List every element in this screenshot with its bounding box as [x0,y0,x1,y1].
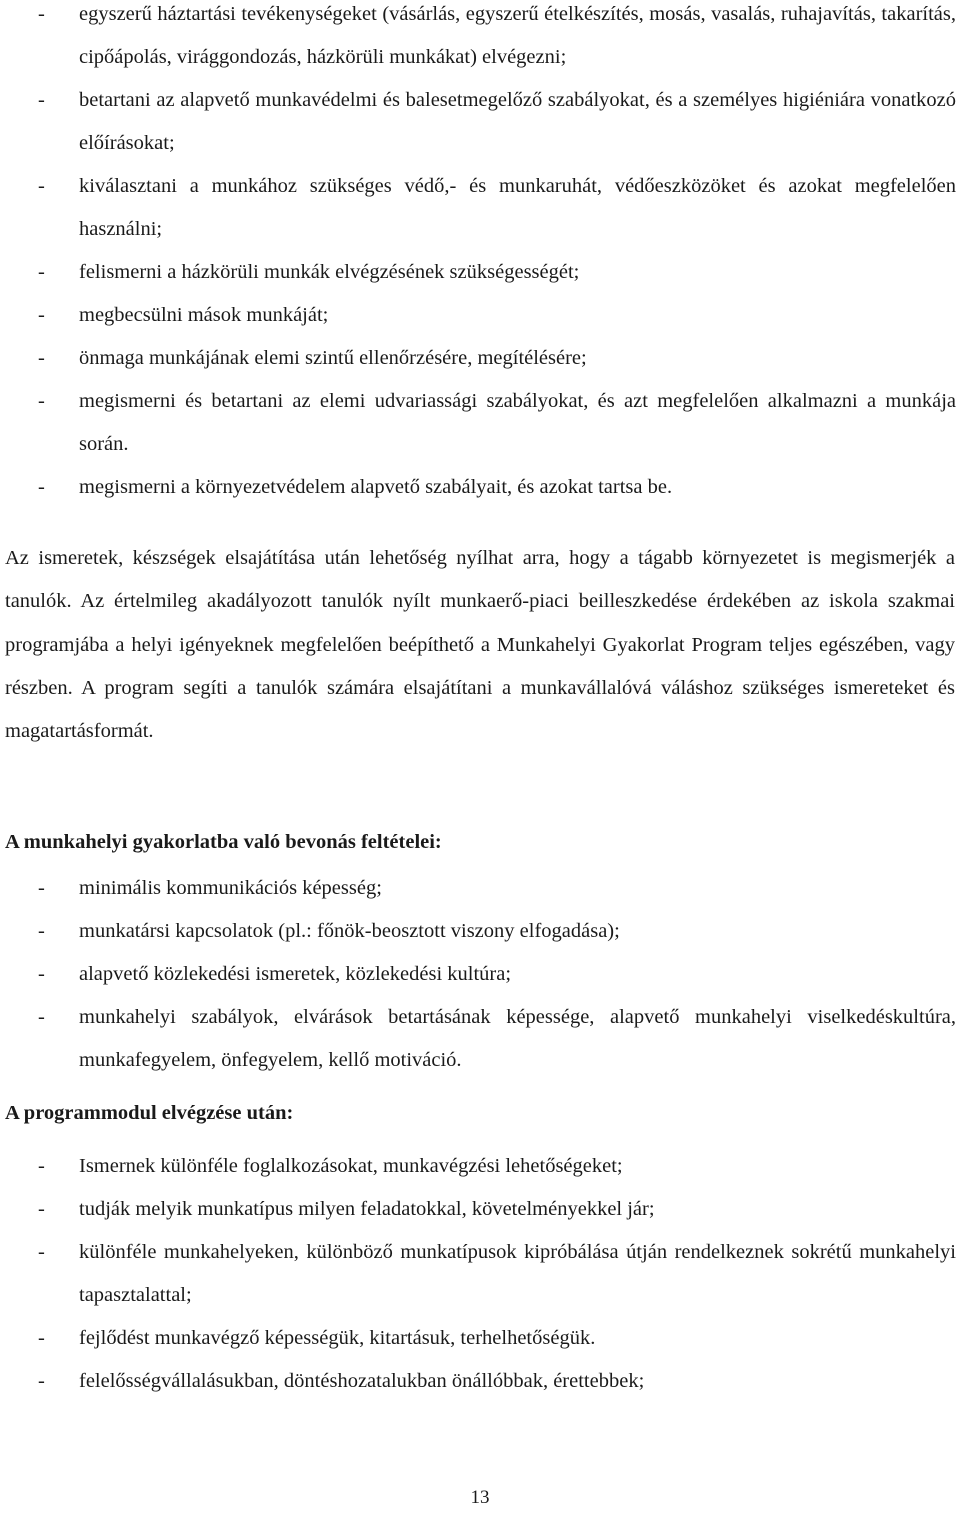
list-item [0,337,960,380]
section-heading-conditions: A munkahelyi gyakorlatba való bevonás feltételei: [5,831,442,853]
list-item [0,466,960,509]
list-item [0,1231,960,1317]
list-item [0,1188,960,1231]
list-dash: - [38,89,45,111]
list-item [0,294,960,337]
list-dash: - [38,1327,45,1349]
list-item [0,0,960,79]
list-item-text: munkahelyi szabályok, elvárások betartásának képessége, alapvető munkahelyi viselkedéskultúra, munkafegyelem, önfegyelem, kellő motiváció. [79,1006,956,1071]
list-item-text: betartani az alapvető munkavédelmi és balesetmegelőző szabályokat, és a személyes higiéniára vonatkozó előírásokat; [79,89,956,154]
list-item [0,953,960,996]
list-item-text: alapvető közlekedési ismeretek, közlekedési kultúra; [79,963,512,985]
body-paragraph: Az ismeretek, készségek elsajátítása után lehetőség nyílhat arra, hogy a tágabb környezetet is megismerjék a tanulók. Az értelmileg akadályozott tanulók nyílt munkaerő-piaci beilleszkedése érdekében az iskola szakmai programjába a helyi igényeknek megfelelően beépíthető a Munkahelyi Gyakorlat Program teljes egészében, vagy részben. A program segíti a tanulók számára elsajátítani a munkavállalóvá váláshoz szükséges ismereteket és magatartásformát. [5,547,955,743]
list-item-text: felelősségvállalásukban, döntéshozatalukban önállóbbak, érettebbek; [79,1370,645,1392]
skills-list [0,0,960,509]
list-item [0,1317,960,1360]
section-heading-outcomes: A programmodul elvégzése után: [5,1102,294,1124]
page-number: 13 [470,1487,490,1508]
list-item [0,867,960,910]
list-dash: - [38,877,45,899]
list-item-text: munkatársi kapcsolatok (pl.: főnök-beosztott viszony elfogadása); [79,920,620,942]
list-dash: - [38,3,45,25]
list-dash: - [38,1155,45,1177]
list-item-text: felismerni a házkörüli munkák elvégzésének szükségességét; [79,261,580,283]
list-item-text: megismerni és betartani az elemi udvariassági szabályokat, és azt megfelelően alkalmazni a munkája során. [79,390,956,455]
list-dash: - [38,347,45,369]
list-dash: - [38,476,45,498]
list-item [0,380,960,466]
list-item-text: különféle munkahelyeken, különböző munkatípusok kipróbálása útján rendelkeznek sokrétű munkahelyi tapasztalattal; [79,1241,956,1306]
list-dash: - [38,175,45,197]
list-item [0,79,960,165]
list-item [0,910,960,953]
list-dash: - [38,1198,45,1220]
list-dash: - [38,1241,45,1263]
list-dash: - [38,920,45,942]
list-dash: - [38,390,45,412]
list-item [0,996,960,1082]
list-dash: - [38,1006,45,1028]
conditions-list [0,867,960,1082]
list-item [0,1360,960,1403]
list-dash: - [38,304,45,326]
list-item-text: minimális kommunikációs képesség; [79,877,382,899]
list-item-text: fejlődést munkavégző képességük, kitartásuk, terhelhetőségük. [79,1327,596,1349]
list-item [0,1145,960,1188]
list-dash: - [38,963,45,985]
list-item [0,165,960,251]
list-dash: - [38,261,45,283]
list-item [0,251,960,294]
list-dash: - [38,1370,45,1392]
outcomes-list [0,1145,960,1403]
list-item-text: megbecsülni mások munkáját; [79,304,329,326]
list-item-text: Ismernek különféle foglalkozásokat, munkavégzési lehetőségeket; [79,1155,623,1177]
list-item-text: egyszerű háztartási tevékenységeket (vásárlás, egyszerű ételkészítés, mosás, vasalás, ruhajavítás, takarítás, cipőápolás, virággondozás, házkörüli munkákat) elvégezni; [79,3,956,68]
list-item-text: önmaga munkájának elemi szintű ellenőrzésére, megítélésére; [79,347,587,369]
list-item-text: megismerni a környezetvédelem alapvető szabályait, és azokat tartsa be. [79,476,673,498]
list-item-text: kiválasztani a munkához szükséges védő,- és munkaruhát, védőeszközöket és azokat megfelelően használni; [79,175,956,240]
list-item-text: tudják melyik munkatípus milyen feladatokkal, követelményekkel jár; [79,1198,655,1220]
